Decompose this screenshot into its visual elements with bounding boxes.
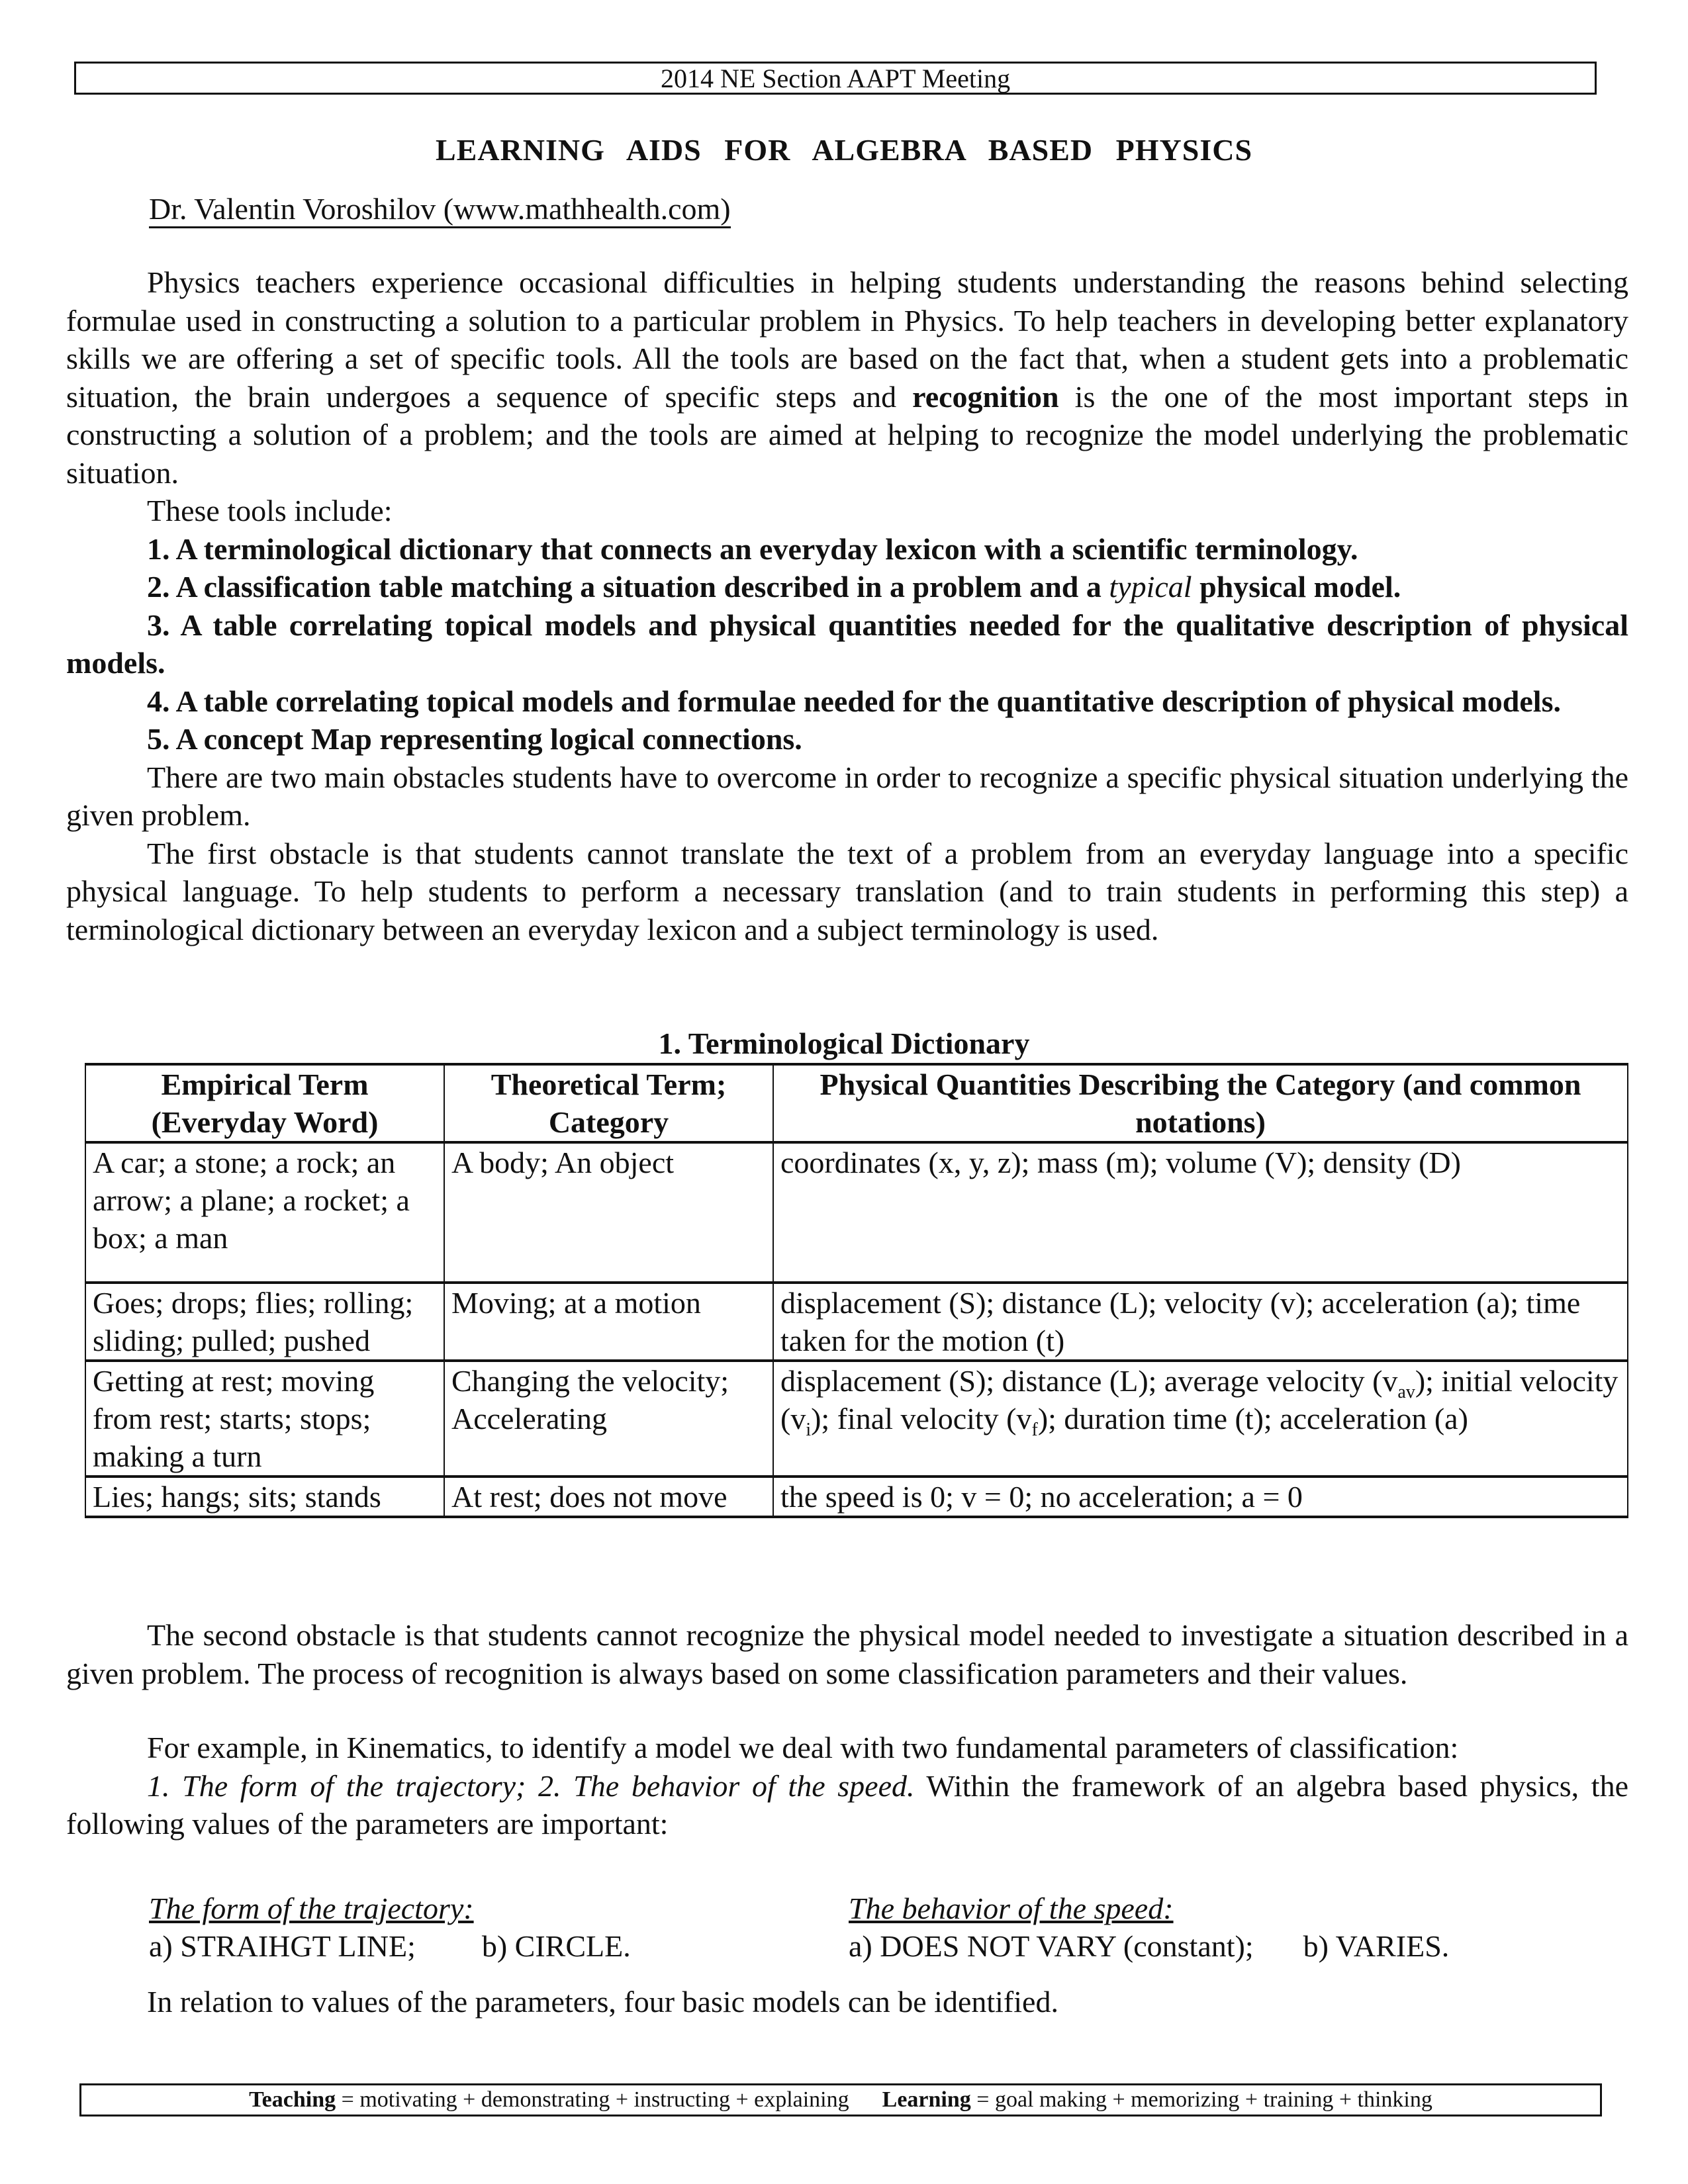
example-intro: For example, in Kinematics, to identify a model we deal with two fundamental parameters of classification: — [147, 1731, 1459, 1764]
second-obstacle-paragraph: The second obstacle is that students cannot recognize the physical model needed to investigate a situation described in a given problem. The process of recognition is always based on some classification parameters and their values. — [66, 1618, 1628, 1690]
trajectory-label: The form of the trajectory: — [149, 1891, 474, 1925]
table-row — [85, 1361, 1628, 1477]
meeting-header — [74, 62, 1597, 95]
tool-item: 2. A classification table matching a situation described in a problem and a typical physical model. — [147, 570, 1401, 604]
learning-label: Learning — [882, 2087, 971, 2112]
header-physical-quantities: Physical Quantities Describing the Category (and common notations) — [773, 1064, 1628, 1142]
tool-item: 4. A table correlating topical models and formulae needed for the quantitative description of physical models. — [147, 684, 1561, 718]
tools-intro: These tools include: — [147, 494, 393, 527]
bold-recognition: recognition — [912, 379, 1059, 414]
speed-parameter — [849, 1889, 1449, 1965]
empirical-cell: Lies; hangs; sits; stands — [85, 1477, 444, 1517]
table-row — [85, 1477, 1628, 1517]
footer-box — [79, 2083, 1602, 2116]
theoretical-cell: A body; An object — [444, 1142, 773, 1283]
conclusion-section — [66, 1983, 1628, 2021]
header-empirical-term: Empirical Term (Everyday Word) — [85, 1064, 444, 1142]
header-theoretical-term: Theoretical Term; Category — [444, 1064, 773, 1142]
speed-label: The behavior of the speed: — [849, 1891, 1174, 1925]
table-header-row — [85, 1064, 1628, 1142]
table-title: 1. Terminological Dictionary — [658, 1026, 1030, 1060]
trajectory-parameter — [149, 1889, 631, 1965]
empirical-cell: Getting at rest; moving from rest; starts; stops; making a turn — [85, 1361, 444, 1477]
teaching-label: Teaching — [249, 2087, 336, 2112]
quantities-cell: displacement (S); distance (L); velocity (v); acceleration (a); time taken for the motion (t) — [773, 1283, 1628, 1361]
example-parameters: 1. The form of the trajectory; 2. The behavior of the speed. Within the framework of an algebra based physics, the following values of the parameters are important: — [66, 1768, 1628, 1841]
quantities-cell: the speed is 0; v = 0; no acceleration; a = 0 — [773, 1477, 1628, 1517]
quantities-cell: coordinates (x, y, z); mass (m); volume (V); density (D) — [773, 1142, 1628, 1283]
theoretical-cell: Changing the velocity; Accelerating — [444, 1361, 773, 1477]
intro-paragraph: Physics teachers experience occasional difficulties in helping students understanding the reasons behind selecting formulae used in constructing a solution to a particular problem in Physics. To help teachers in developing better explanatory skills we are offering a set of specific tools. All the tools are based on the fact that, when a student gets into a problematic situation, the brain undergoes a sequence of specific steps and recognition is the one of the most important steps in constructing a solution of a problem; and the tools are aimed at helping to recognize the model underlying the problematic situation. — [66, 265, 1628, 490]
page-title: LEARNING AIDS FOR ALGEBRA BASED PHYSICS — [435, 133, 1253, 167]
after-table-section — [66, 1616, 1628, 1843]
tool-item: 1. A terminological dictionary that connects an everyday lexicon with a scientific terminology. — [147, 531, 1358, 566]
trajectory-values: a) STRAIHGT LINE; b) CIRCLE. — [149, 1929, 631, 1963]
tool-item: 3. A table correlating topical models and physical quantities needed for the qualitative description of physical models. — [66, 608, 1628, 680]
first-obstacle-paragraph: The first obstacle is that students cannot translate the text of a problem from an everyday language into a specific physical language. To help students to perform a necessary translation (and to train students in performing this step) a terminological dictionary between an everyday lexicon and a subject terminology is used. — [66, 836, 1628, 946]
meeting-title: 2014 NE Section AAPT Meeting — [660, 64, 1011, 93]
learning-definition: = goal making + memorizing + training + thinking — [970, 2087, 1432, 2112]
theoretical-cell: Moving; at a motion — [444, 1283, 773, 1361]
theoretical-cell: At rest; does not move — [444, 1477, 773, 1517]
empirical-cell: A car; a stone; a rock; an arrow; a plane; a rocket; a box; a man — [85, 1142, 444, 1283]
author-line: Dr. Valentin Voroshilov (www.mathhealth.com) — [149, 192, 731, 228]
obstacles-paragraph: There are two main obstacles students have to overcome in order to recognize a specific physical situation underlying the given problem. — [66, 760, 1628, 832]
quantities-cell: displacement (S); distance (L); average velocity $(v_{av})$; initial velocity $(v_i)$; final velocity $(v_f)$; duration time (t); acceleration (a) — [773, 1361, 1628, 1477]
tool-item: 5. A concept Map representing logical connections. — [147, 722, 802, 756]
speed-values: a) DOES NOT VARY (constant); b) VARIES. — [849, 1929, 1450, 1963]
table-row — [85, 1142, 1628, 1283]
teaching-definition: = motivating + demonstrating + instructing + explaining — [336, 2087, 849, 2112]
conclusion-paragraph: In relation to values of the parameters, four basic models can be identified. — [147, 1985, 1058, 2019]
intro-section — [66, 263, 1628, 948]
table-row — [85, 1283, 1628, 1361]
terminological-dictionary-table — [85, 1063, 1628, 1518]
empirical-cell: Goes; drops; flies; rolling; sliding; pulled; pushed — [85, 1283, 444, 1361]
